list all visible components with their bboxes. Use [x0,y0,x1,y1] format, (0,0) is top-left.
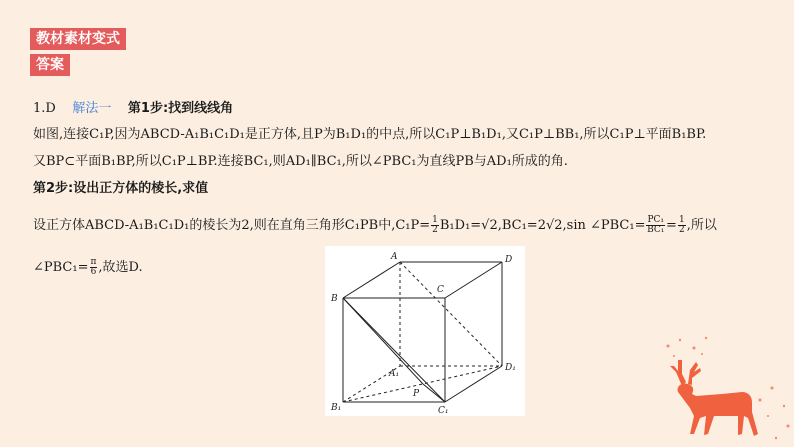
label-A1: A₁ [389,369,400,379]
segment-AD1 [400,262,502,366]
fraction-denominator: 6 [90,267,97,277]
fraction-denominator: 2 [432,225,438,235]
fraction-numerator: PC₁ [647,215,665,225]
label-D: D [505,255,513,265]
method-label: 解法一 [72,101,112,116]
fraction-pi-6 [90,258,98,277]
label-C: C [437,285,444,295]
segment-BC1 [343,298,445,402]
solution-line-5 [33,216,717,235]
label-A: A [391,252,398,262]
answer-number: 1.D [33,101,56,116]
label-P: P [413,389,420,399]
label-C1: C₁ [438,406,449,416]
fraction-numerator: 1 [678,215,685,225]
line6-part-a: ∠PBC₁= [33,260,89,275]
solution-line-2: 如图,连接C₁P,因为ABCD-A₁B₁C₁D₁是正方体,且P为B₁D₁的中点,所以C₁P⊥B₁D₁,又C₁P⊥BB₁,所以C₁P⊥平面B₁BP. [33,127,707,142]
step-2-heading: 第2步:设出正方体的棱长,求值 [33,181,209,196]
answer-tag: 答案 [30,54,70,76]
solution-line-3: 又BP⊂平面B₁BP,所以C₁P⊥BP.连接BC₁,则AD₁∥BC₁,所以∠PBC₁为直线PB与AD₁所成的角. [33,154,568,169]
solution-line-1 [33,100,233,118]
segment-PC1 [423,384,445,402]
edge-BA [343,262,400,298]
section-title-tag: 教材素材变式 [30,28,126,50]
label-B1: B₁ [331,403,342,413]
solution-line-6 [33,258,143,277]
line5-equals: = [666,218,677,233]
line5-part-d: ,所以 [686,218,717,233]
line5-part-b: B₁D₁=√2,BC₁=2√2,sin ∠PBC₁= [439,218,646,233]
step-1-heading: 第1步:找到线线角 [127,101,234,116]
fraction-pc1-bc1 [646,216,665,235]
line5-part-a: 设正方体ABCD-A₁B₁C₁D₁的棱长为2,则在直角三角形C₁PB中,C₁P= [33,218,431,233]
edge-CD [445,262,502,298]
label-D1: D₁ [505,363,516,373]
edge-C1D1 [445,366,502,402]
fraction-half [431,216,439,235]
deer-silhouette [670,360,758,436]
fraction-numerator: 1 [432,215,438,225]
fraction-half-2 [678,216,686,235]
fraction-denominator: BC₁ [647,225,665,235]
line6-part-b: ,故选D. [98,260,143,275]
deer-decoration [660,330,794,447]
cube-figure [325,246,525,416]
label-B: B [331,294,338,304]
fraction-denominator: 2 [678,225,685,235]
fraction-numerator: π [90,257,97,267]
